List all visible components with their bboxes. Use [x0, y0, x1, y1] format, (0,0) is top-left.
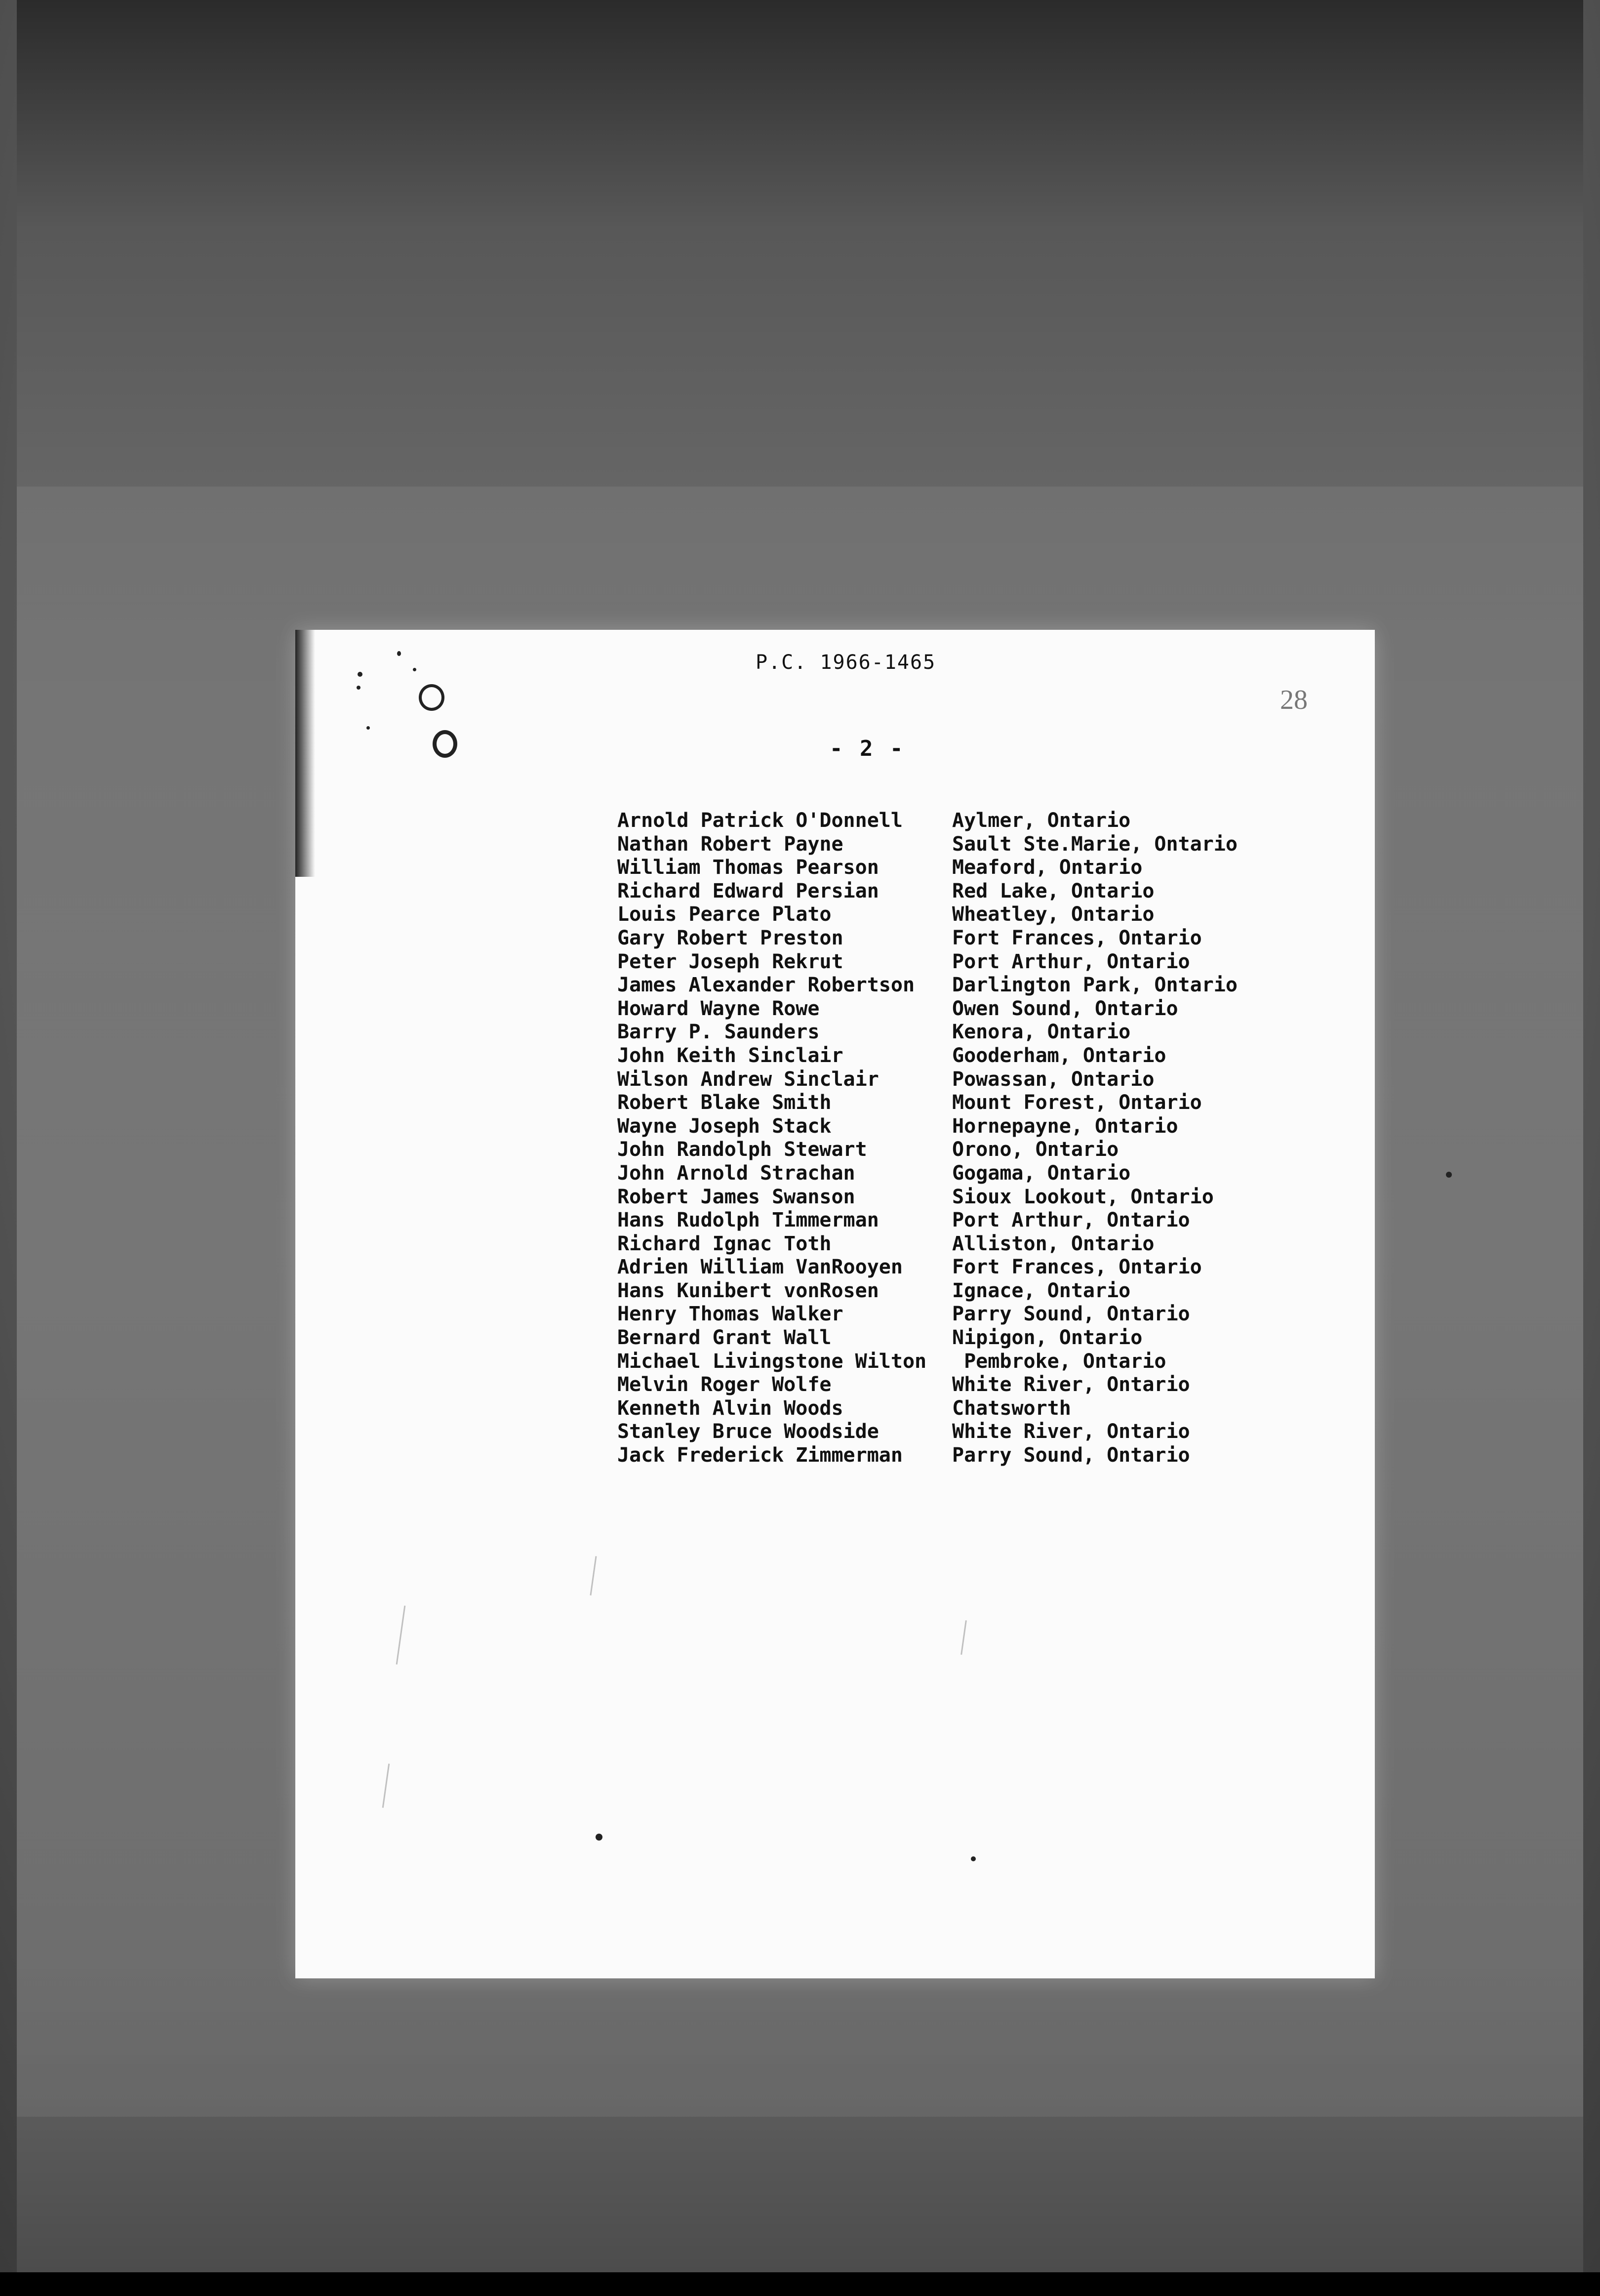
person-name: Gary Robert Preston — [617, 926, 843, 949]
list-row — [617, 1186, 1309, 1209]
list-row — [617, 1326, 1309, 1350]
list-row — [617, 1021, 1309, 1044]
place-of-residence: White River, Ontario — [952, 1373, 1190, 1396]
list-row — [617, 1138, 1309, 1162]
list-row — [617, 1044, 1309, 1068]
place-of-residence: Fort Frances, Ontario — [952, 1256, 1202, 1279]
person-name: Wilson Andrew Sinclair — [617, 1067, 879, 1091]
person-name: Bernard Grant Wall — [617, 1326, 832, 1350]
place-of-residence: Pembroke, Ontario — [952, 1350, 1166, 1373]
order-number: P.C. 1966-1465 — [756, 651, 936, 674]
list-row — [617, 903, 1309, 927]
person-name: Kenneth Alvin Woods — [617, 1396, 843, 1420]
place-of-residence: Gooderham, Ontario — [952, 1044, 1166, 1067]
list-row — [617, 1068, 1309, 1092]
person-name: John Randolph Stewart — [617, 1138, 867, 1161]
place-of-residence: Mount Forest, Ontario — [952, 1091, 1202, 1114]
place-of-residence: Meaford, Ontario — [952, 856, 1143, 879]
ink-speck — [971, 1856, 976, 1861]
list-row — [617, 1162, 1309, 1186]
list-row — [617, 833, 1309, 857]
list-row — [617, 1444, 1309, 1468]
ink-speck — [357, 686, 360, 690]
place-of-residence: Alliston, Ontario — [952, 1232, 1155, 1255]
folio-number: 28 — [1280, 685, 1308, 715]
list-row — [617, 856, 1309, 880]
person-name: Richard Edward Persian — [617, 879, 879, 902]
place-of-residence: Powassan, Ontario — [952, 1067, 1155, 1091]
place-of-residence: Hornepayne, Ontario — [952, 1114, 1178, 1138]
place-of-residence: Kenora, Ontario — [952, 1021, 1131, 1044]
place-of-residence: Owen Sound, Ontario — [952, 997, 1178, 1020]
place-of-residence: Aylmer, Ontario — [952, 809, 1131, 832]
place-of-residence: Wheatley, Ontario — [952, 903, 1155, 926]
place-of-residence: Port Arthur, Ontario — [952, 1209, 1190, 1232]
person-name: Howard Wayne Rowe — [617, 997, 820, 1020]
list-row — [617, 1232, 1309, 1256]
place-of-residence: Sault Ste.Marie, Ontario — [952, 832, 1238, 856]
place-of-residence: Parry Sound, Ontario — [952, 1303, 1190, 1326]
ink-speck — [397, 651, 401, 656]
person-name: Jack Frederick Zimmerman — [617, 1444, 903, 1467]
person-name: Hans Kunibert vonRosen — [617, 1279, 879, 1302]
ink-speck — [413, 668, 416, 671]
person-name: Michael Livingstone Wilton — [617, 1350, 927, 1373]
list-row — [617, 1256, 1309, 1279]
list-row — [617, 1397, 1309, 1421]
list-row — [617, 1303, 1309, 1326]
person-name: Peter Joseph Rekrut — [617, 950, 843, 973]
place-of-residence: Red Lake, Ontario — [952, 879, 1155, 902]
place-of-residence: Darlington Park, Ontario — [952, 974, 1238, 997]
name-place-list — [617, 809, 1309, 1468]
person-name: Adrien William VanRooyen — [617, 1256, 903, 1279]
place-of-residence: Parry Sound, Ontario — [952, 1444, 1190, 1467]
person-name: Robert James Swanson — [617, 1185, 855, 1208]
place-of-residence: Sioux Lookout, Ontario — [952, 1185, 1214, 1208]
person-name: Hans Rudolph Timmerman — [617, 1209, 879, 1232]
person-name: Henry Thomas Walker — [617, 1303, 843, 1326]
list-row — [617, 927, 1309, 950]
punch-hole-bottom — [433, 730, 457, 758]
person-name: Melvin Roger Wolfe — [617, 1373, 832, 1396]
person-name: Wayne Joseph Stack — [617, 1114, 832, 1138]
place-of-residence: Nipigon, Ontario — [952, 1326, 1143, 1350]
ink-speck — [596, 1834, 602, 1841]
place-of-residence: Chatsworth — [952, 1396, 1071, 1420]
list-row — [617, 880, 1309, 903]
person-name: Louis Pearce Plato — [617, 903, 832, 926]
page-number: - 2 - — [830, 736, 905, 761]
list-row — [617, 1420, 1309, 1444]
list-row — [617, 809, 1309, 833]
punch-hole-top — [419, 684, 444, 711]
person-name: Stanley Bruce Woodside — [617, 1420, 879, 1443]
person-name: Barry P. Saunders — [617, 1021, 820, 1044]
page-fold-shadow — [295, 630, 315, 877]
place-of-residence: Ignace, Ontario — [952, 1279, 1131, 1302]
scan-border-bottom — [0, 2272, 1600, 2296]
person-name: James Alexander Robertson — [617, 974, 915, 997]
person-name: Nathan Robert Payne — [617, 832, 843, 856]
place-of-residence: Orono, Ontario — [952, 1138, 1119, 1161]
person-name: John Keith Sinclair — [617, 1044, 843, 1067]
person-name: Robert Blake Smith — [617, 1091, 832, 1114]
list-row — [617, 1279, 1309, 1303]
list-row — [617, 1091, 1309, 1115]
list-row — [617, 1373, 1309, 1397]
list-row — [617, 1350, 1309, 1374]
person-name: Richard Ignac Toth — [617, 1232, 832, 1255]
person-name: John Arnold Strachan — [617, 1161, 855, 1185]
ink-speck — [366, 726, 370, 730]
place-of-residence: Port Arthur, Ontario — [952, 950, 1190, 973]
list-row — [617, 974, 1309, 997]
place-of-residence: Gogama, Ontario — [952, 1161, 1131, 1185]
place-of-residence: White River, Ontario — [952, 1420, 1190, 1443]
ink-speck — [358, 672, 362, 677]
ink-speck — [1446, 1172, 1452, 1178]
person-name: Arnold Patrick O'Donnell — [617, 809, 903, 832]
place-of-residence: Fort Frances, Ontario — [952, 926, 1202, 949]
list-row — [617, 950, 1309, 974]
list-row — [617, 997, 1309, 1021]
list-row — [617, 1209, 1309, 1232]
list-row — [617, 1115, 1309, 1139]
person-name: William Thomas Pearson — [617, 856, 879, 879]
